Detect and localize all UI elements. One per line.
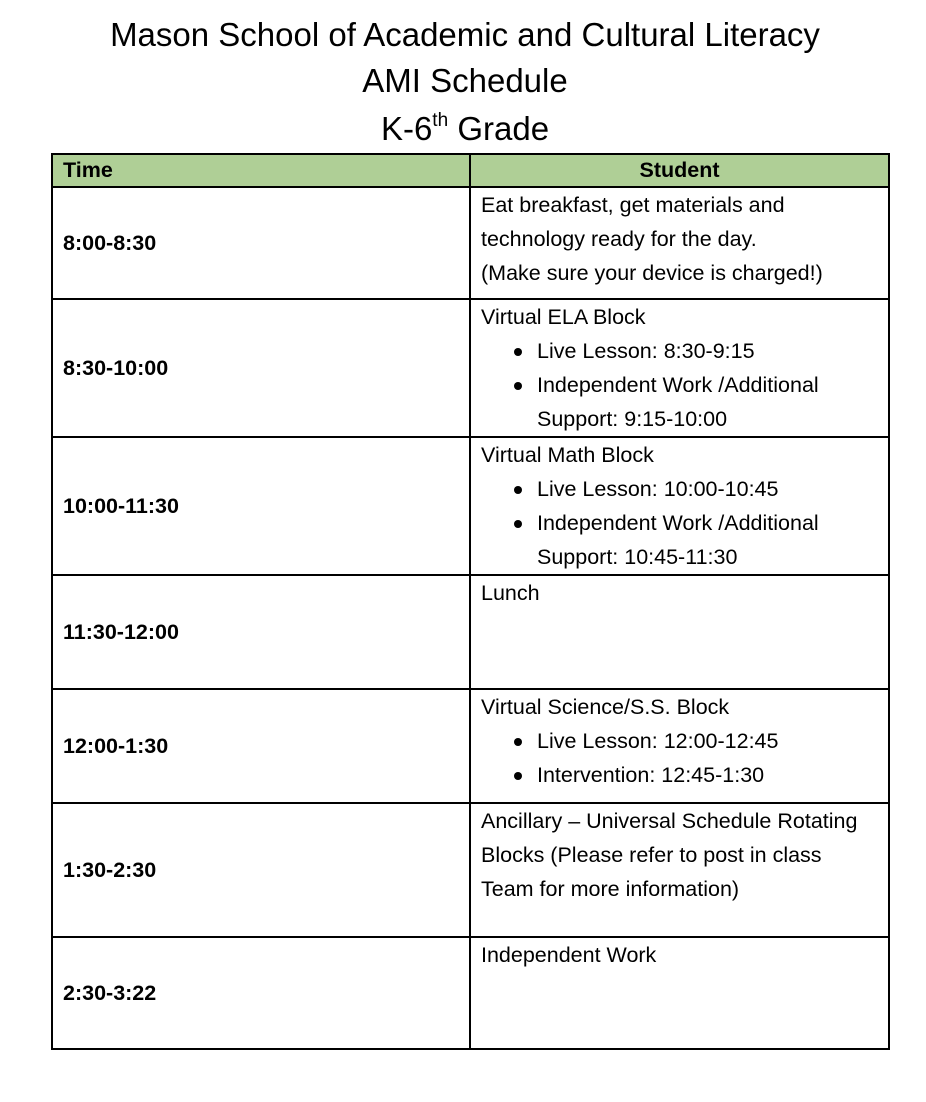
activity-text: Eat breakfast, get materials and <box>481 193 785 217</box>
activity-cell <box>470 803 889 937</box>
time-cell: 11:30-12:00 <box>52 575 470 689</box>
activity-cell <box>470 187 889 299</box>
grade-prefix: K-6 <box>380 110 433 147</box>
grade-superscript: th <box>432 110 449 131</box>
header-row <box>52 154 889 187</box>
bullet-item: Live Lesson: 8:30-9:15 <box>537 334 878 368</box>
activity-bullets <box>481 472 878 574</box>
bullet-item: Intervention: 12:45-1:30 <box>537 758 878 792</box>
table-row <box>52 689 889 803</box>
activity-text: Ancillary – Universal Schedule Rotating Blocks (Please refer to post in class Team for more information) <box>481 809 858 901</box>
table-row <box>52 937 889 1049</box>
time-cell: 8:30-10:00 <box>52 299 470 437</box>
activity-bullets <box>481 724 878 792</box>
activity-cell <box>470 937 889 1049</box>
table-row <box>52 187 889 299</box>
activity-text: technology ready for the day. <box>481 227 757 251</box>
time-cell: 8:00-8:30 <box>52 187 470 299</box>
document-subtitle: AMI Schedule <box>362 62 568 99</box>
header-student: Student <box>470 154 889 187</box>
activity-text: Virtual ELA Block <box>481 305 646 329</box>
activity-cell <box>470 575 889 689</box>
grade-heading <box>0 106 926 152</box>
activity-text: Lunch <box>481 581 540 605</box>
schedule-table <box>51 153 890 1050</box>
activity-text: Virtual Math Block <box>481 443 654 467</box>
activity-bullets <box>481 334 878 436</box>
bullet-item: Independent Work /Additional Support: 9:15-10:00 <box>537 368 878 436</box>
time-cell: 10:00-11:30 <box>52 437 470 575</box>
table-row <box>52 575 889 689</box>
table-row <box>52 299 889 437</box>
activity-cell <box>470 299 889 437</box>
grade-suffix: Grade <box>448 110 550 147</box>
activity-cell <box>470 437 889 575</box>
header-time: Time <box>52 154 470 187</box>
bullet-item: Live Lesson: 10:00-10:45 <box>537 472 878 506</box>
time-cell: 1:30-2:30 <box>52 803 470 937</box>
time-cell: 2:30-3:22 <box>52 937 470 1049</box>
bullet-item: Live Lesson: 12:00-12:45 <box>537 724 878 758</box>
activity-cell <box>470 689 889 803</box>
table-row <box>52 803 889 937</box>
activity-text: Virtual Science/S.S. Block <box>481 695 730 719</box>
table-row <box>52 437 889 575</box>
activity-text: (Make sure your device is charged!) <box>481 261 823 285</box>
activity-text: Independent Work <box>481 943 657 967</box>
document-title: Mason School of Academic and Cultural Literacy <box>110 16 820 53</box>
bullet-item: Independent Work /Additional Support: 10:45-11:30 <box>537 506 878 574</box>
time-cell: 12:00-1:30 <box>52 689 470 803</box>
